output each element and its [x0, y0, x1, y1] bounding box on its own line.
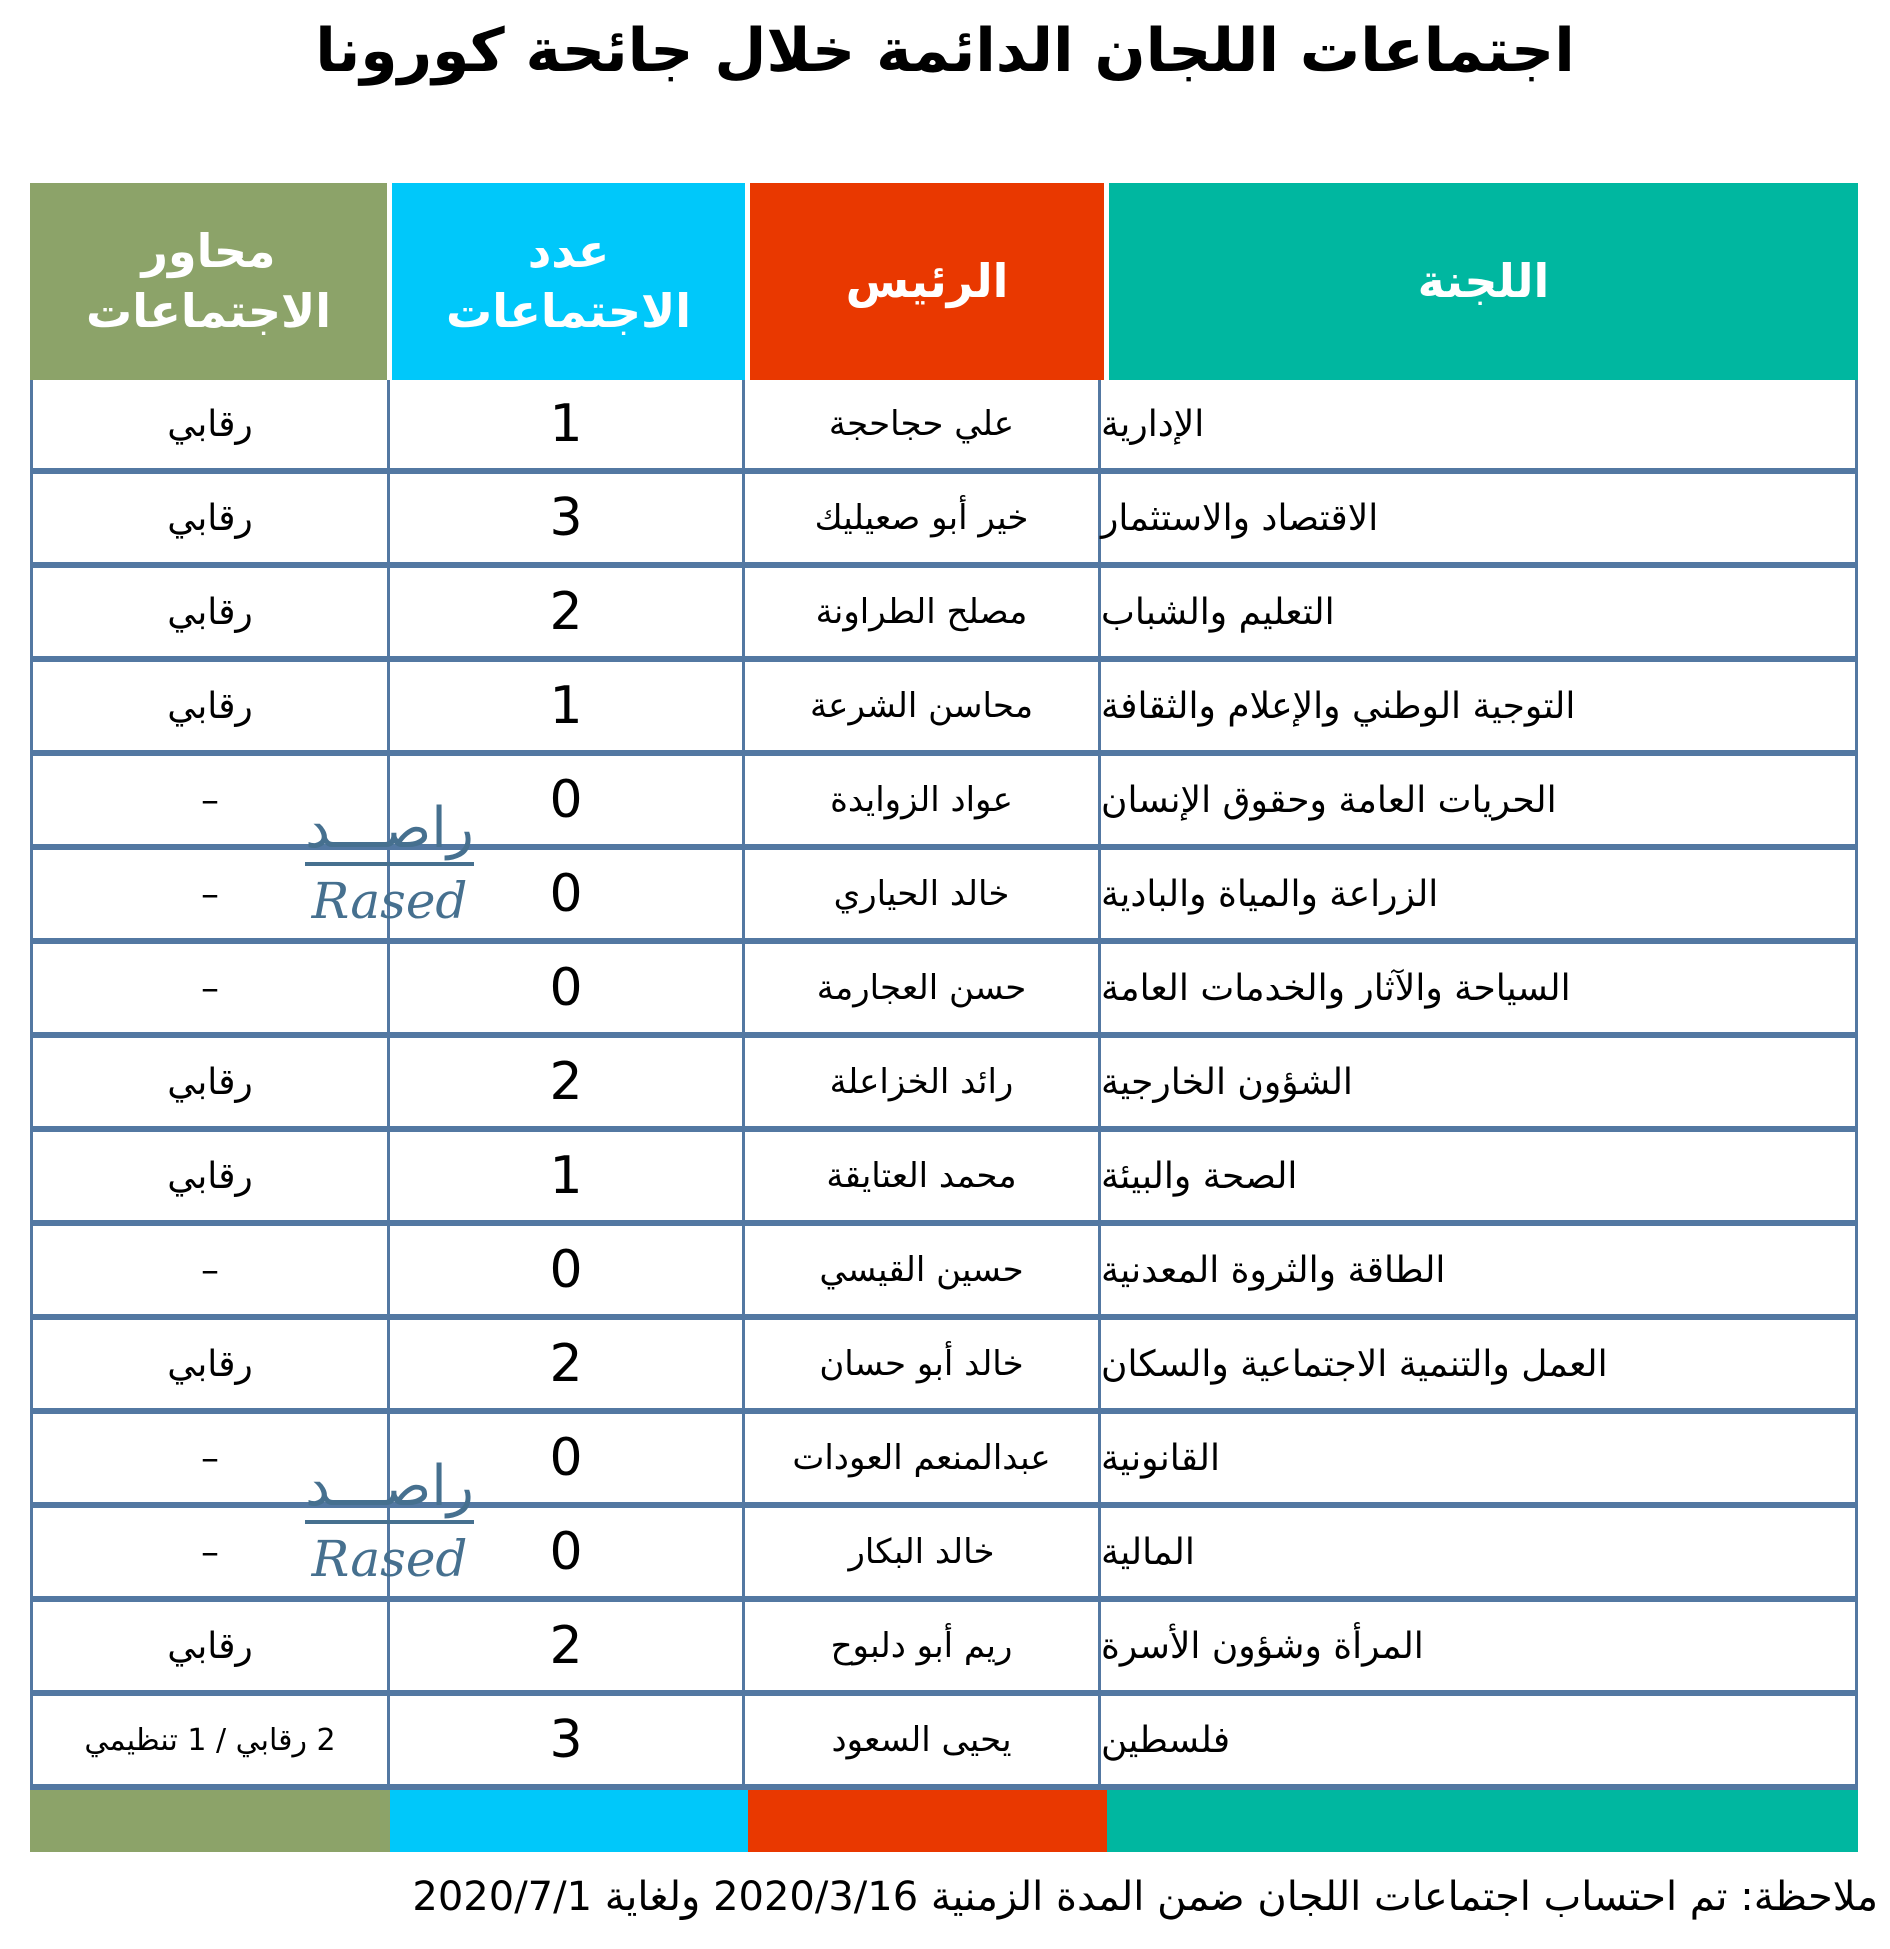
meetings-count-cell: 2	[390, 568, 745, 656]
rased-watermark-arabic: راصـــد	[305, 798, 474, 866]
chairman-cell: مصلح الطراونة	[745, 568, 1101, 656]
meetings-count-cell: 3	[390, 474, 745, 562]
table-row	[33, 474, 1855, 568]
axes-cell: –	[33, 756, 390, 844]
committee-cell: الطاقة والثروة المعدنية	[1101, 1249, 1446, 1291]
committee-cell: الإدارية	[1101, 403, 1205, 445]
table-row	[33, 944, 1855, 1038]
chairman-cell: عواد الزوايدة	[745, 756, 1101, 844]
meetings-count-cell: 0	[390, 1414, 745, 1502]
axes-cell: رقابي	[33, 1602, 390, 1690]
committee-cell: المرأة وشؤون الأسرة	[1101, 1625, 1424, 1667]
axes-header-line1: محاور	[141, 223, 276, 278]
meetings-count-cell: 1	[390, 380, 745, 468]
footnote: ملاحظة: تم احتساب اجتماعات اللجان ضمن المدة الزمنية 2020/3/16 ولغاية 2020/7/1	[412, 1874, 1878, 1920]
chairman-cell: خالد الحياري	[745, 850, 1101, 938]
chairman-cell: خالد البكار	[745, 1508, 1101, 1596]
committee-header-label: اللجنة	[1417, 253, 1550, 308]
committee-cell: الاقتصاد والاستثمار	[1101, 497, 1379, 539]
footer-bar-meetings	[390, 1790, 748, 1852]
table-header-row	[30, 183, 1858, 380]
rased-watermark	[272, 798, 507, 930]
axes-cell: 2 رقابي / 1 تنظيمي	[33, 1696, 390, 1784]
chairman-cell: خالد أبو حسان	[745, 1320, 1101, 1408]
axes-header-line2: الاجتماعات	[86, 283, 331, 338]
table-row	[33, 568, 1855, 662]
column-header-axes	[30, 183, 387, 380]
meetings-count-cell: 1	[390, 662, 745, 750]
axes-cell: رقابي	[33, 662, 390, 750]
committee-cell: العمل والتنمية الاجتماعية والسكان	[1101, 1343, 1608, 1385]
chairman-cell: خير أبو صعيليك	[745, 474, 1101, 562]
chairman-cell: علي حجاحجة	[745, 380, 1101, 468]
table-row	[33, 1226, 1855, 1320]
meetings-count-cell: 2	[390, 1320, 745, 1408]
meetings-count-cell: 0	[390, 850, 745, 938]
axes-cell: –	[33, 1414, 390, 1502]
chairman-cell: حسين القيسي	[745, 1226, 1101, 1314]
rased-watermark	[272, 1456, 507, 1588]
committee-cell: التوجية الوطني والإعلام والثقافة	[1101, 685, 1576, 727]
chairman-cell: حسن العجارمة	[745, 944, 1101, 1032]
committee-cell: الصحة والبيئة	[1101, 1155, 1298, 1197]
table-row	[33, 1696, 1855, 1790]
meetings-count-cell: 0	[390, 944, 745, 1032]
rased-watermark-latin: Rased	[311, 871, 468, 930]
table-row	[33, 1038, 1855, 1132]
meetings-count-cell: 3	[390, 1696, 745, 1784]
axes-cell: رقابي	[33, 1320, 390, 1408]
table-row	[33, 380, 1855, 474]
meetings-header-line2: الاجتماعات	[446, 283, 691, 338]
chairman-cell: يحيى السعود	[745, 1696, 1101, 1784]
axes-cell: –	[33, 944, 390, 1032]
chairman-cell: رائد الخزاعلة	[745, 1038, 1101, 1126]
meetings-count-cell: 1	[390, 1132, 745, 1220]
committee-cell: التعليم والشباب	[1101, 591, 1335, 633]
committee-cell: الحريات العامة وحقوق الإنسان	[1101, 779, 1557, 821]
meetings-header-line1: عدد	[527, 223, 610, 278]
meetings-count-cell: 2	[390, 1038, 745, 1126]
axes-cell: –	[33, 850, 390, 938]
meetings-count-cell: 0	[390, 1508, 745, 1596]
axes-cell: رقابي	[33, 1132, 390, 1220]
table-row	[33, 1320, 1855, 1414]
table-row	[33, 1602, 1855, 1696]
table-footer-bar	[30, 1790, 1858, 1852]
column-header-meetings	[392, 183, 745, 380]
column-header-chairman	[750, 183, 1104, 380]
axes-cell: –	[33, 1508, 390, 1596]
committee-cell: الشؤون الخارجية	[1101, 1061, 1353, 1103]
footer-bar-committee	[1107, 1790, 1858, 1852]
axes-cell: رقابي	[33, 1038, 390, 1126]
axes-cell: رقابي	[33, 474, 390, 562]
rased-watermark-latin: Rased	[311, 1529, 468, 1588]
chairman-cell: عبدالمنعم العودات	[745, 1414, 1101, 1502]
chairman-cell: ريم أبو دلبوح	[745, 1602, 1101, 1690]
footer-bar-axes	[30, 1790, 390, 1852]
chairman-cell: محاسن الشرعة	[745, 662, 1101, 750]
meetings-count-cell: 0	[390, 1226, 745, 1314]
table-row	[33, 662, 1855, 756]
meetings-count-cell: 0	[390, 756, 745, 844]
chairman-cell: محمد العتايقة	[745, 1132, 1101, 1220]
column-header-committee	[1109, 183, 1858, 380]
committee-cell: المالية	[1101, 1531, 1195, 1573]
committee-cell: فلسطين	[1101, 1719, 1231, 1761]
table-row	[33, 1132, 1855, 1226]
rased-watermark-arabic: راصـــد	[305, 1456, 474, 1524]
axes-cell: رقابي	[33, 380, 390, 468]
committees-table	[30, 183, 1858, 1852]
committee-cell: القانونية	[1101, 1437, 1220, 1479]
page-title: اجتماعات اللجان الدائمة خلال جائحة كورونا	[315, 16, 1575, 86]
committee-cell: السياحة والآثار والخدمات العامة	[1101, 967, 1571, 1009]
chairman-header-label: الرئيس	[845, 253, 1009, 308]
committee-cell: الزراعة والمياة والبادية	[1101, 873, 1439, 915]
axes-cell: –	[33, 1226, 390, 1314]
footer-bar-chairman	[748, 1790, 1107, 1852]
axes-cell: رقابي	[33, 568, 390, 656]
meetings-count-cell: 2	[390, 1602, 745, 1690]
